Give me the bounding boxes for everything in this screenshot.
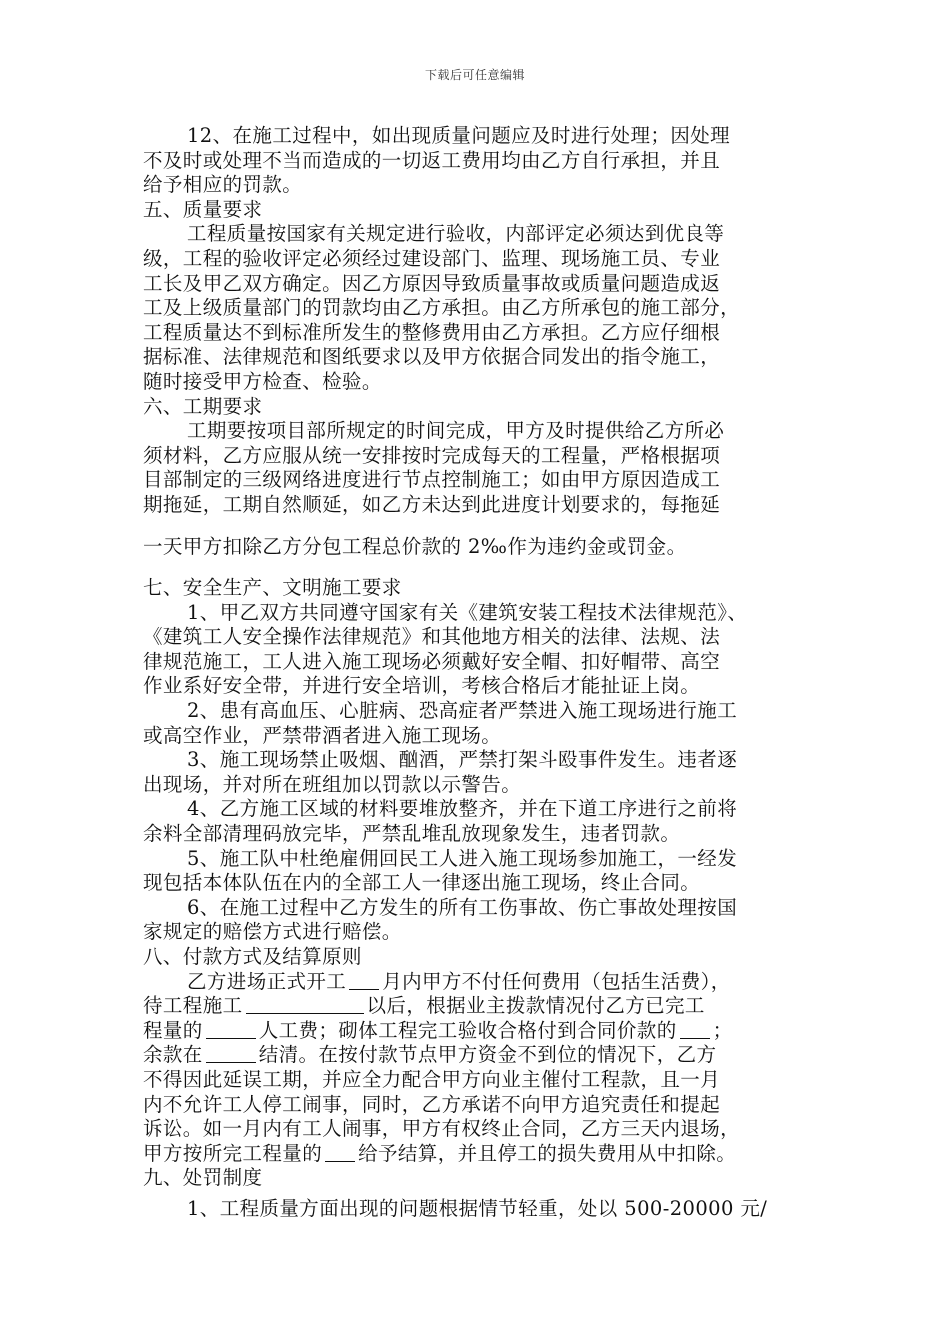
paragraph-line: 工期要按项目部所规定的时间完成，甲方及时提供给乙方所必 xyxy=(187,419,725,443)
paragraph-line: 工程质量达不到标准所发生的整修费用由乙方承担。乙方应仔细根 xyxy=(143,320,721,344)
paragraph-line: 律规范施工，工人进入施工现场必须戴好安全帽、扣好帽带、高空 xyxy=(143,649,721,673)
paragraph-line: 3、施工现场禁止吸烟、酗酒，严禁打架斗殴事件发生。违者逐 xyxy=(187,748,738,772)
payment-line: 不得因此延误工期，并应全力配合甲方向业主催付工程款，且一月 xyxy=(143,1067,721,1091)
blank-field xyxy=(206,1044,256,1063)
payment-line: 诉讼。如一月内有工人闹事，甲方有权终止合同，乙方三天内退场， xyxy=(143,1117,741,1141)
paragraph-line: 家规定的赔偿方式进行赔偿。 xyxy=(143,920,402,944)
document-body xyxy=(143,124,815,1222)
paragraph-line: 级，工程的验收评定必须经过建设部门、监理、现场施工员、专业 xyxy=(143,246,721,270)
paragraph-line: 出现场，并对所在班组加以罚款以示警告。 xyxy=(143,772,522,796)
paragraph-line: 《建筑工人安全操作法律规范》和其他地方相关的法律、法规、法 xyxy=(143,625,721,649)
blank-field xyxy=(349,971,379,990)
payment-line: 待工程施工 以后，根据业主拨款情况付乙方已完工 xyxy=(143,994,705,1018)
blank-field xyxy=(325,1143,355,1162)
paragraph-line: 5、施工队中杜绝雇佣回民工人进入施工现场参加施工，一经发 xyxy=(187,846,738,870)
paragraph-line: 作业系好安全带，并进行安全培训，考核合格后才能扯证上岗。 xyxy=(143,674,701,698)
section-heading: 六、工期要求 xyxy=(143,394,263,418)
paragraph-line: 现包括本体队伍在内的全部工人一律逐出施工现场，终止合同。 xyxy=(143,871,701,895)
paragraph-line: 一天甲方扣除乙方分包工程总价款的 2‰作为违约金或罚金。 xyxy=(143,534,687,558)
paragraph-line: 不及时或处理不当而造成的一切返工费用均由乙方自行承担，并且 xyxy=(143,148,721,172)
paragraph-line: 4、乙方施工区域的材料要堆放整齐，并在下道工序进行之前将 xyxy=(187,797,738,821)
payment-line: 甲方按所完工程量的 给予结算，并且停工的损失费用从中扣除。 xyxy=(143,1141,737,1165)
payment-line: 内不允许工人停工闹事，同时，乙方承诺不向甲方追究责任和提起 xyxy=(143,1092,721,1116)
paragraph-line: 给予相应的罚款。 xyxy=(143,173,303,197)
paragraph-line: 1、工程质量方面出现的问题根据情节轻重，处以 500-20000 元/ xyxy=(187,1196,768,1220)
page-header: 下载后可任意编辑 xyxy=(424,68,525,82)
paragraph-line: 6、在施工过程中乙方发生的所有工伤事故、伤亡事故处理按国 xyxy=(187,895,738,919)
section-heading: 五、质量要求 xyxy=(143,197,263,221)
paragraph-line: 余料全部清理码放完毕，严禁乱堆乱放现象发生，违者罚款。 xyxy=(143,822,681,846)
blank-field xyxy=(246,995,364,1014)
payment-line: 乙方进场正式开工 月内甲方不付任何费用（包括生活费）， xyxy=(187,969,731,993)
payment-line: 程量的 人工费；砌体工程完工验收合格付到合同价款的 ； xyxy=(143,1018,733,1042)
paragraph-line: 须材料，乙方应服从统一安排按时完成每天的工程量，严格根据项 xyxy=(143,443,721,467)
paragraph-line: 12、在施工过程中，如出现质量问题应及时进行处理；因处理 xyxy=(187,124,731,147)
paragraph-line: 期拖延，工期自然顺延，如乙方未达到此进度计划要求的，每拖延 xyxy=(143,492,721,516)
paragraph-line: 随时接受甲方检查、检验。 xyxy=(143,369,382,393)
blank-field xyxy=(680,1020,710,1039)
paragraph-line: 目部制定的三级网络进度进行节点控制施工；如由甲方原因造成工 xyxy=(143,468,721,492)
paragraph-line: 2、患有高血压、心脏病、恐高症者严禁进入施工现场进行施工 xyxy=(187,699,738,723)
paragraph-line: 1、甲乙双方共同遵守国家有关《建筑安装工程技术法律规范》、 xyxy=(187,600,748,624)
paragraph-line: 据标准、法律规范和图纸要求以及甲方依据合同发出的指令施工， xyxy=(143,345,721,369)
paragraph-line: 或高空作业，严禁带酒者进入施工现场。 xyxy=(143,723,502,747)
payment-line: 余款在 结清。在按付款节点甲方资金不到位的情况下，乙方 xyxy=(143,1043,717,1067)
paragraph-line: 工及上级质量部门的罚款均由乙方承担。由乙方所承包的施工部分， xyxy=(143,296,741,320)
section-heading: 八、付款方式及结算原则 xyxy=(143,945,362,968)
paragraph-line: 工程质量按国家有关规定进行验收，内部评定必须达到优良等 xyxy=(187,222,725,246)
blank-field xyxy=(206,1020,256,1039)
section-heading: 九、处罚制度 xyxy=(143,1166,263,1190)
paragraph-line: 工长及甲乙双方确定。因乙方原因导致质量事故或质量问题造成返 xyxy=(143,271,721,295)
section-heading: 七、安全生产、文明施工要求 xyxy=(143,576,402,600)
